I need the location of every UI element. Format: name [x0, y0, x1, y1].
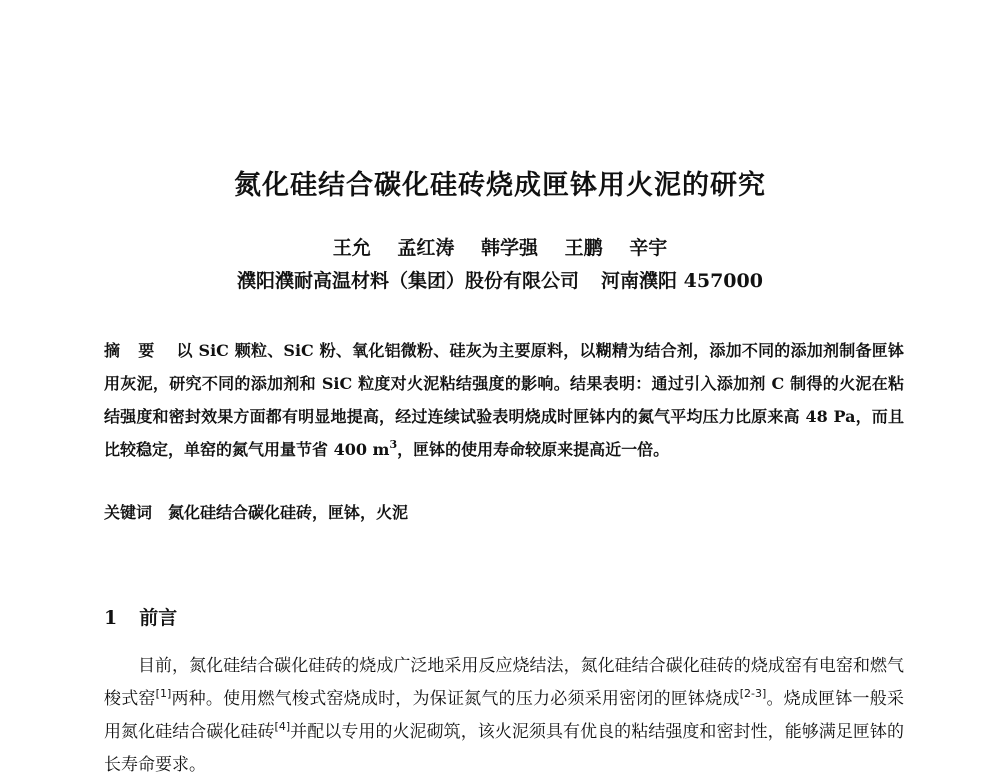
keywords-label: 关键词	[104, 503, 153, 522]
keywords-text: 氮化硅结合碳化硅砖，匣钵，火泥	[168, 503, 409, 522]
section-title: 前言	[139, 607, 178, 629]
abstract-text-end: ，匣钵的使用寿命较原来提高近一倍。	[397, 440, 670, 459]
citation-ref: [4]	[274, 720, 291, 733]
citation-ref: [2-3]	[739, 687, 767, 700]
author-name: 辛宇	[629, 237, 668, 259]
author-name: 韩学强	[480, 237, 538, 259]
paragraph-text: 并配以专用的火泥砌筑，该火泥须具有优良的粘结强度和密封性，能够满足匣钵的长寿命要求。	[104, 722, 905, 775]
author-name: 孟红涛	[397, 237, 455, 259]
paragraph-text: 目前，氮化硅结合碳化硅砖的烧成广泛地采用反应烧结法，氮化硅结合碳化硅砖的烧成窑有电窑和燃气梭式窑	[104, 656, 904, 709]
paragraph-text: 。烧成匣钵一般采用氮化硅结合碳化硅砖	[104, 689, 904, 742]
affiliation-name: 濮阳濮耐高温材料（集团）股份有限公司	[237, 270, 580, 292]
section-body-paragraph	[104, 650, 904, 782]
superscript: 3	[389, 438, 398, 451]
keywords	[104, 500, 904, 523]
abstract-label: 摘要	[104, 341, 173, 360]
abstract-text: 以 SiC 颗粒、SiC 粉、氧化铝微粉、硅灰为主要原料，以糊精为结合剂，添加不同的添加剂制备匣钵用灰泥，研究不同的添加剂和 SiC 粒度对火泥粘结强度的影响。结果表明：通过引入添加剂 C 制得的火泥在粘结强度和密封效果方面都有明显地提高，经过连续试验表明烧成时匣钵内的氮气平均压力比原来高 48 Pa，而且比较稳定，单窑的氮气用量节省 400 m	[104, 341, 904, 459]
abstract	[104, 334, 904, 466]
affiliation-line	[0, 266, 1000, 293]
author-list	[0, 233, 1000, 260]
section-number: 1	[104, 607, 118, 629]
affiliation-location: 河南濮阳 457000	[601, 270, 763, 292]
section-heading	[104, 603, 177, 630]
paper-title: 氮化硅结合碳化硅砖烧成匣钵用火泥的研究	[234, 170, 766, 201]
paragraph-text: 两种。使用燃气梭式窑烧成时，为保证氮气的压力必须采用密闭的匣钵烧成	[171, 689, 740, 709]
author-name: 王鹏	[564, 237, 603, 259]
citation-ref: [1]	[155, 687, 172, 700]
author-name: 王允	[332, 237, 371, 259]
